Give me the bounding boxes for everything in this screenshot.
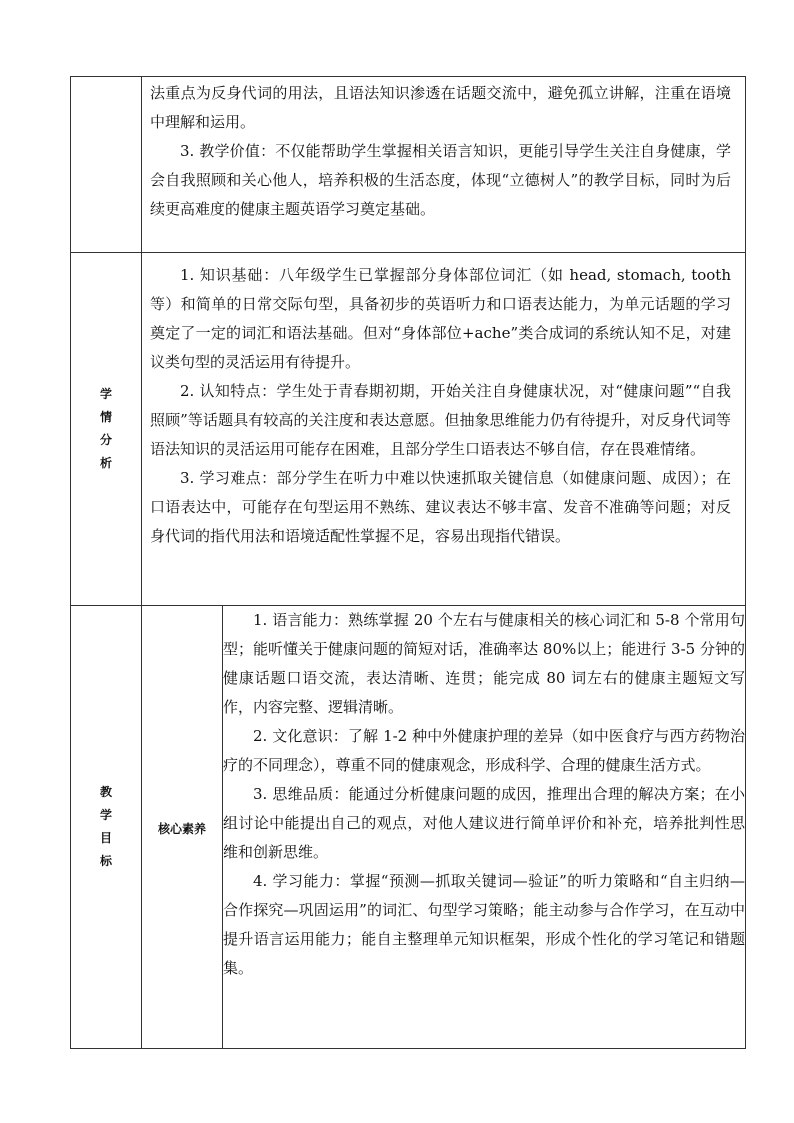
row-label-student-analysis	[71, 253, 142, 606]
table-row-teaching-value	[71, 77, 746, 253]
lesson-plan-table	[70, 76, 746, 1049]
label-char: 情	[99, 410, 112, 424]
row-label-empty	[71, 77, 142, 253]
label-char: 分	[99, 433, 112, 447]
core-literacy-label: 核心素养	[142, 606, 223, 1048]
teaching-goals-cell	[142, 606, 746, 1049]
paragraph: 4. 学习能力：掌握“预测—抓取关键词—验证”的听力策略和“自主归纳—合作探究—巩固运用”的词汇、句型学习策略；能主动参与合作学习，在互动中提升语言运用能力；能自主整理单元知识框架，形成个性化的学习笔记和错题集。	[223, 872, 745, 977]
student-analysis-cell	[142, 253, 746, 606]
paragraph: 法重点为反身代词的用法，且语法知识渗透在话题交流中，避免孤立讲解，注重在语境中理解和运用。	[150, 84, 731, 131]
label-char: 析	[99, 456, 112, 470]
paragraph: 2. 文化意识：了解 1-2 种中外健康护理的差异（如中医食疗与西方药物治疗的不同理念），尊重不同的健康观念，形成科学、合理的健康生活方式。	[223, 727, 745, 774]
paragraph: 3. 思维品质：能通过分析健康问题的成因，推理出合理的解决方案；在小组讨论中能提出自己的观点，对他人建议进行简单评价和补充，培养批判性思维和创新思维。	[223, 785, 745, 861]
label-char: 标	[99, 854, 112, 868]
paragraph: 1. 知识基础：八年级学生已掌握部分身体部位词汇（如 head, stomach, tooth 等）和简单的日常交际句型，具备初步的英语听力和口语表达能力，为单元话题的学习奠定了一定的词汇和语法基础。但对“身体部位+ache”类合成词的系统认知不足，对建议类句型的灵活运用有待提升。	[150, 266, 731, 371]
teaching-value-cell	[142, 77, 746, 253]
core-literacy-content	[223, 606, 746, 1048]
paragraph: 3. 学习难点：部分学生在听力中难以快速抓取关键信息（如健康问题、成因）；在口语表达中，可能存在句型运用不熟练、建议表达不够丰富、发音不准确等问题；对反身代词的指代用法和语境适配性掌握不足，容易出现指代错误。	[150, 469, 731, 545]
paragraph: 1. 语言能力：熟练掌握 20 个左右与健康相关的核心词汇和 5-8 个常用句型；能听懂关于健康问题的简短对话，准确率达 80%以上；能进行 3-5 分钟的健康话题口语交流，表达清晰、连贯；能完成 80 词左右的健康主题短文写作，内容完整、逻辑清晰。	[223, 611, 745, 716]
label-char: 教	[99, 785, 112, 799]
paragraph: 3. 教学价值：不仅能帮助学生掌握相关语言知识，更能引导学生关注自身健康，学会自我照顾和关心他人，培养积极的生活态度，体现“立德树人”的教学目标，同时为后续更高难度的健康主题英语学习奠定基础。	[150, 142, 731, 218]
label-char: 学	[99, 808, 112, 822]
goals-inner-table	[142, 606, 745, 1048]
paragraph: 2. 认知特点：学生处于青春期初期，开始关注自身健康状况，对“健康问题”“自我照顾”等话题具有较高的关注度和表达意愿。但抽象思维能力仍有待提升，对反身代词等语法知识的灵活运用可能存在困难，且部分学生口语表达不够自信，存在畏难情绪。	[150, 382, 731, 458]
table-row-teaching-goals	[71, 606, 746, 1049]
row-label-teaching-goals	[71, 606, 142, 1049]
table-row-student-analysis	[71, 253, 746, 606]
label-char: 学	[99, 387, 112, 401]
label-char: 目	[99, 831, 112, 845]
